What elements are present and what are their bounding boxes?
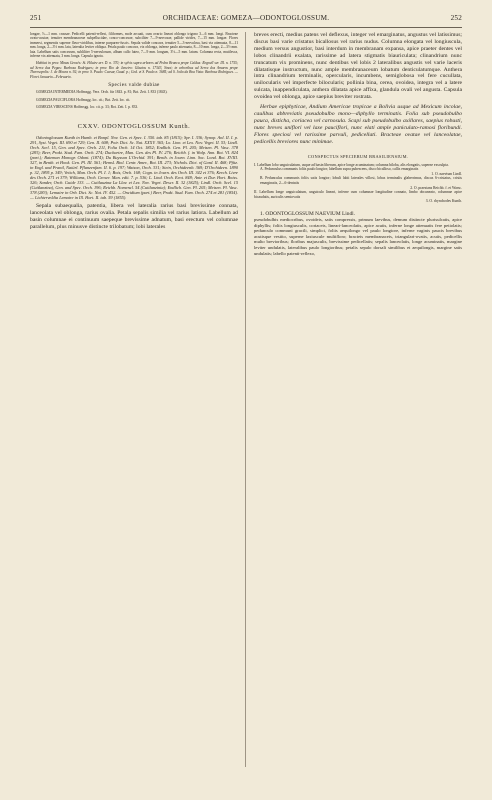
species-key	[254, 163, 462, 204]
genus-description: Sepala subaequalia, patentia, libera vel lateralia rarius basi brevissime connata, lanceolata vel oblonga, rarius ovalia. Petala sepalis similia vel rarius latiora. Labellum ad basin columnae ei continuum saepeque brevissime adnatum, basi erectum vel columnae parallelum, plus minusve distincte trilobatum; lobi laterales	[30, 203, 238, 231]
species-description: pseudobulbis mediocribus, ovoideis, satis compressis, primum laevibus, demum distincte plurisulcatis, apice diphyllis; foliis longiusculis, coriaceis, lineari-lanceolatis, apice acutis, inferne longe attenuatis fere petiolatis; pedunculo communi gracili, simplici, foliis aequilongo vel paulo longiore, inferne vaginis paucis brevibus acutisque vestito, superne laxiuscule multifloro; bracteis membranaceis, triangulari-ovatis, acutis, pedicellis multo brevioribus; floribus majusculis, brevissime pedicellatis; sepalis lanceolatis, longe acuminatis, margine leviter undulatis, lateralibus paulo longioribus; petalis sepalo dorsali similibus et aequilongis, margine satis undulatis; labello patenti-reflexo,	[254, 216, 462, 256]
genus-title: CXXV. ODONTOGLOSSUM Kunth.	[77, 122, 191, 130]
conspectus-title: CONSPECTUS SPECIERUM BRASILIENSIUM.	[307, 153, 409, 159]
dubiae-item: GOMEZIA INTERMEDIA Hoffmsgg. Verz. Orch. für 1843. p. 81; Bot. Zeit. I. 833 (1843).	[36, 90, 168, 95]
key-line: 1. O. naevium Lindl.	[431, 171, 462, 176]
habitat-text: Habitat in prov. Minas Geraës: St. Hilaire arr. D. n. 370; in sylvis supra arbores ad Pedra Branca prope Caldas: Regnell ser. III. n. 1755; ad Serra das Pegas: Barbosa Rodrigues; in prov. Rio de Janeiro: Glaziou n. 17343, Sinot; in arboribus ad Serra dos Amaros prope Theresopolis: J. de Moura n. 92; in prov. S. Paulo: Caesar, Gaud. p.; Ged. et S. Paulo n. 3685; ad S. João da Boa Vista: Barbosa Rodrigues. — Floret Januario—Februario.	[30, 61, 238, 79]
dubiae-title: Species valde dubiae	[108, 82, 160, 89]
dubiae-item: GOMEZIA VIRESCENS Hoffmsgg. loc. cit. p. 33; Bot. Zeit. I. p. 833.	[36, 105, 139, 110]
page-header	[30, 14, 462, 26]
header-rule	[30, 27, 462, 28]
key-line: A. Pedunculus communis foliis paulo longior; labellum supra pubescens, disco bicalloso, callis emarginatis	[260, 167, 419, 172]
genus-description-continued: breves erecti, medius patens vel deflexus, integer vel emarginatus, angustus vel latissimus; discus basi varie cristatus bicallosus vel rarius nudus. Columna elongata vel longiuscula, medium versus angustior, basi interdum in membranam expansa, apice praeter dentes vel lobos clinandrii exalata, rarissime ad latera stigmatis biauriculata; clinandrium nunc truncatum vix prominens, nunc dentibus vel lobis 2 lateralibus angustis vel varie laceris dilatatisque instructum, nunc ample membranaceum lobatum denticulatumque. Anthera intra clinandrium terminalis, opercularis, incumbens, semiglobosa vel fere cucullata, unilocularis vel imperfecte bilocularis; pollinia bina, cerea, ovoidea, integra vel a latere sulcata, inappendiculata, anthera dilatata apice affixa, glandula ovali vel angusta. Capsula ovoidea vel oblonga, apice saepius breviter rostrata.	[254, 32, 462, 101]
synonymy-text: Odontoglossum Kunth in Humb. et Bonpl. Nov. Gen. et Spec. I. 350. tab. 85 (1815); Spr. I. 336; Synop. Anl. II. I. p. 291, Syst. Veget. III. 690 et 729; Gen. II. 608; Poir. Dict. Sc. Nat. XXXV. 365; Lo. Lion. et Lex. Nov. Veget. II. 53; Lindl. Orch. Scel. 15, Gen. and Spec. Orch. 211, Folia Orch. 14 Oct. 1852; Endlich. Gen. Pl. 205; Meisen. Pl. Vasc. 378 (283); Beer, Prakt. Stud. Fam. Orch. 274; Duchartre, Man. Gen. des Pl. IV. 276; Reichb. f. in Walp. Ann. Bot. VI. 824 (part.); Bateman Monogr. Odont. (1874); Du Buysson L'Orchid. 391; Benth. in Journ. Linn. Soc. Lond. Bot. XVIII. 327, in Benth. et Hook. Gen. Pl. III. 561; Hemsl. Biol. Centr. Amer., Bot. III. 273; Nichols. Dict. of Gard. II. 468; Pfitz. in Engl. und Prantl, Natürl. Pflanzenfam. II. 6. p. 197; Watson, Orch. 331; Stein, Orchideenb. 369; D'Orchideen. 1890 p. 32, 1895 p. 349; Veitch, Man. Orch. Pl. I. 1; Bois, Orch. 168; Cogn. in Journ. des Orch. III. 342 et 376; Kerch. Livre des Orch. 271 et 379; Williams, Orch. Growe. Man. edit. 7. p. 536; L. Lind. Orch. Eeot. 848; Antr. et Dur. Hort. Boiss. 326; Sander, Orch. Guide 133. — Cuitlauzina La Llav. et Lex. Nov. Veget. Descr. II. 32 (1825); Lindl. Orch. Scel. 15 (Cuitlanzina), Gen. and Spec. Orch. 196; Reichb. Nomencl. 54 (Cuitlanzinia); Endlich. Gen. Pl. 205; Meisen. Pl. Vasc. 378 (283); Lemaire in Orb. Dict. Sc. Nat. IV. 452. — Oncidium (part.) Beer, Prakt. Stud. Fam. Orch. 274 et 281 (1854). — Lichterveldia Lemaire in Ill. Hort. II. tab. 59 (1855).	[30, 134, 238, 201]
running-title: ORCHIDACEAE: GOMEZA—ODONTOGLOSSUM.	[162, 14, 330, 22]
left-column	[30, 32, 238, 234]
key-line: 3. O. rhynchodes Kunth.	[425, 199, 462, 204]
key-line: B. Pedunculus communis foliis satis longior; lobuli labii laterales villosi, lobus terminalis glaberrimus, discus 6-cristatus, cristis emarginatis, 2—6-dentatis	[260, 176, 462, 185]
key-line: 2. O. praestans Reichb. f. et Warsc.	[410, 185, 462, 190]
key-line: II. Labellum longe unguiculatum, unguiculo lineari, inferne cum columnae longitudine connato, limbo obcuneato, columnae apice bicaudatis, auriculis semiovatis	[254, 190, 462, 199]
page-number-left: 251	[30, 14, 42, 22]
dubiae-item: GOMEZIA PAUCIFLORA Hoffmsgg. loc. cit.; Bot. Zeit. loc. cit.	[36, 97, 131, 102]
key-line: I. Labellum lobo unguiculatum, usque ad basin liberum, apice longe acuminatum; columna biloba, alis elongatis, superne exsculpta.	[254, 162, 449, 167]
habit-description: Herbae epiphyticae, Andium Americae tropicae a Bolivia usque ad Mexicum incolae, caulibus abbreviatis pseudobulbo mono—diphyllo terminatis. Folia sub pseudobulbo pauca, disticha, coriacea vel carnosula. Scapi sub pseudobulbo axillares, saepius robusti, nunc breves uniflori vel laxe pauciflori, nunc elati ample paniculato-ramosi floribundi. Flores speciosi vel rarissime parvuli, pedicellati. Bracteae ovatae vel lanceolatae, pedicellis breviores nunc minimae.	[254, 104, 462, 145]
species-heading: 1. ODONTOGLOSSUM NAEVIUM Lindl.	[260, 210, 355, 217]
right-column	[254, 32, 462, 259]
column-divider	[245, 32, 246, 767]
page-number-right: 252	[450, 14, 462, 22]
description-text: longae, ⅓—1 mm. crassae. Pedicelli patenti-reflexi, filiformes, mole arcuati, cum ovario lineari oblongo trigono 3—6 mm. longi. Bracteae ovato-acutae, tenuiter membranaceae subpellucidae, conco-concavae, subciliter 7—9-nervosae, pallide virides, 7—15 mm. longae. Flores immersi, segmentis superne flavo-viridibus, interne purpureo-fuscis. Sepala valide concava, tenuiter 5—3-nervulosa, basi via attenuata, 8—11 mm. longa, 2—3½ mm. lata, lateralia leviter obliqua. Petala paulo concava, vix oblonga, inferne paulo attenuata, 8—10 mm. longa, 2—3½ mm. lata. Labellum satis concavum, subliliter 5-nervulosum, album callo luteo, 7—9 mm. longum, 3½—5 mm. latum. Columna recta, mutilesca, inferne vix attenuata, 3 mm. longa. Capsula ignota.	[30, 32, 238, 59]
